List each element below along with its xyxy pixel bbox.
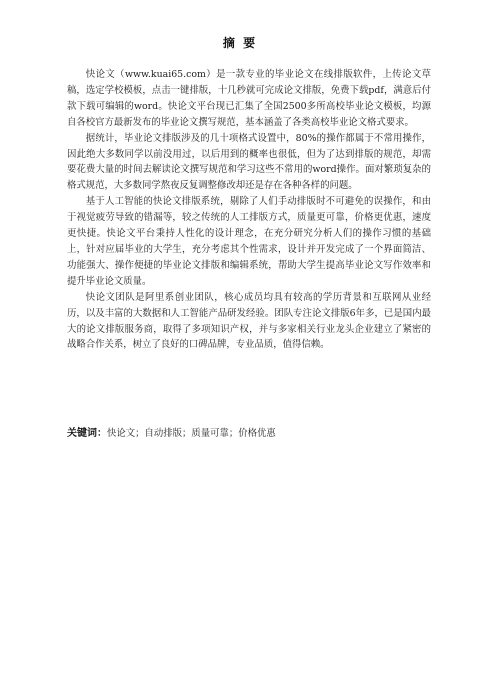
- abstract-paragraph-2: 据统计，毕业论文排版涉及的几十项格式设置中，80%的操作都属于不常用操作，因此绝大多数同学以前没用过，以后用到的概率也很低，但为了达到排版的规范，却需要花费大量的时间去解读论文撰写规范和学习这些不常用的word操作。面对繁琐复杂的格式规范，大多数同学熬夜反复调整修改却还是存在各种各样的问题。: [67, 132, 431, 192]
- abstract-body: [67, 67, 431, 353]
- page-title: 摘 要: [222, 36, 258, 50]
- keywords-line: [67, 426, 431, 441]
- abstract-paragraph-1: 快论文（www.kuai65.com）是一款专业的毕业论文在线排版软件，上传论文草稿，选定学校模板，点击一键排版，十几秒就可完成论文排版，免费下载pdf，满意后付款下载可编辑的word。快论文平台现已汇集了全国2500多所高校毕业论文模板，均源自各校官方最新发布的毕业论文撰写规范，基本涵盖了各类高校毕业论文格式要求。: [67, 69, 431, 128]
- keywords-label: 关键词：: [67, 428, 107, 439]
- keywords-text: 快论文；自动排版；质量可靠；价格优惠: [107, 428, 276, 439]
- abstract-paragraph-4: 快论文团队是阿里系创业团队，核心成员均具有较高的学历背景和互联网从业经历，以及丰富的大数据和人工智能产品研发经验。团队专注论文排版6年多，已是国内最大的论文排版服务商，取得了多项知识产权，并与多家相关行业龙头企业建立了紧密的战略合作关系，树立了良好的口碑品牌，专业品质，值得信赖。: [67, 291, 431, 351]
- abstract-paragraph-3: 基于人工智能的快论文排版系统，剔除了人们手动排版时不可避免的误操作，和由于视觉疲劳导致的错漏等，较之传统的人工排版方式，质量更可靠，价格更优惠，速度更快捷。快论文平台秉持人性化的设计理念，在充分研究分析人们的操作习惯的基础上，针对应届毕业的大学生，充分考虑其个性需求，设计并开发完成了一个界面简洁、功能强大、操作便捷的毕业论文排版和编辑系统，帮助大学生提高毕业论文写作效率和提升毕业论文质量。: [67, 196, 431, 287]
